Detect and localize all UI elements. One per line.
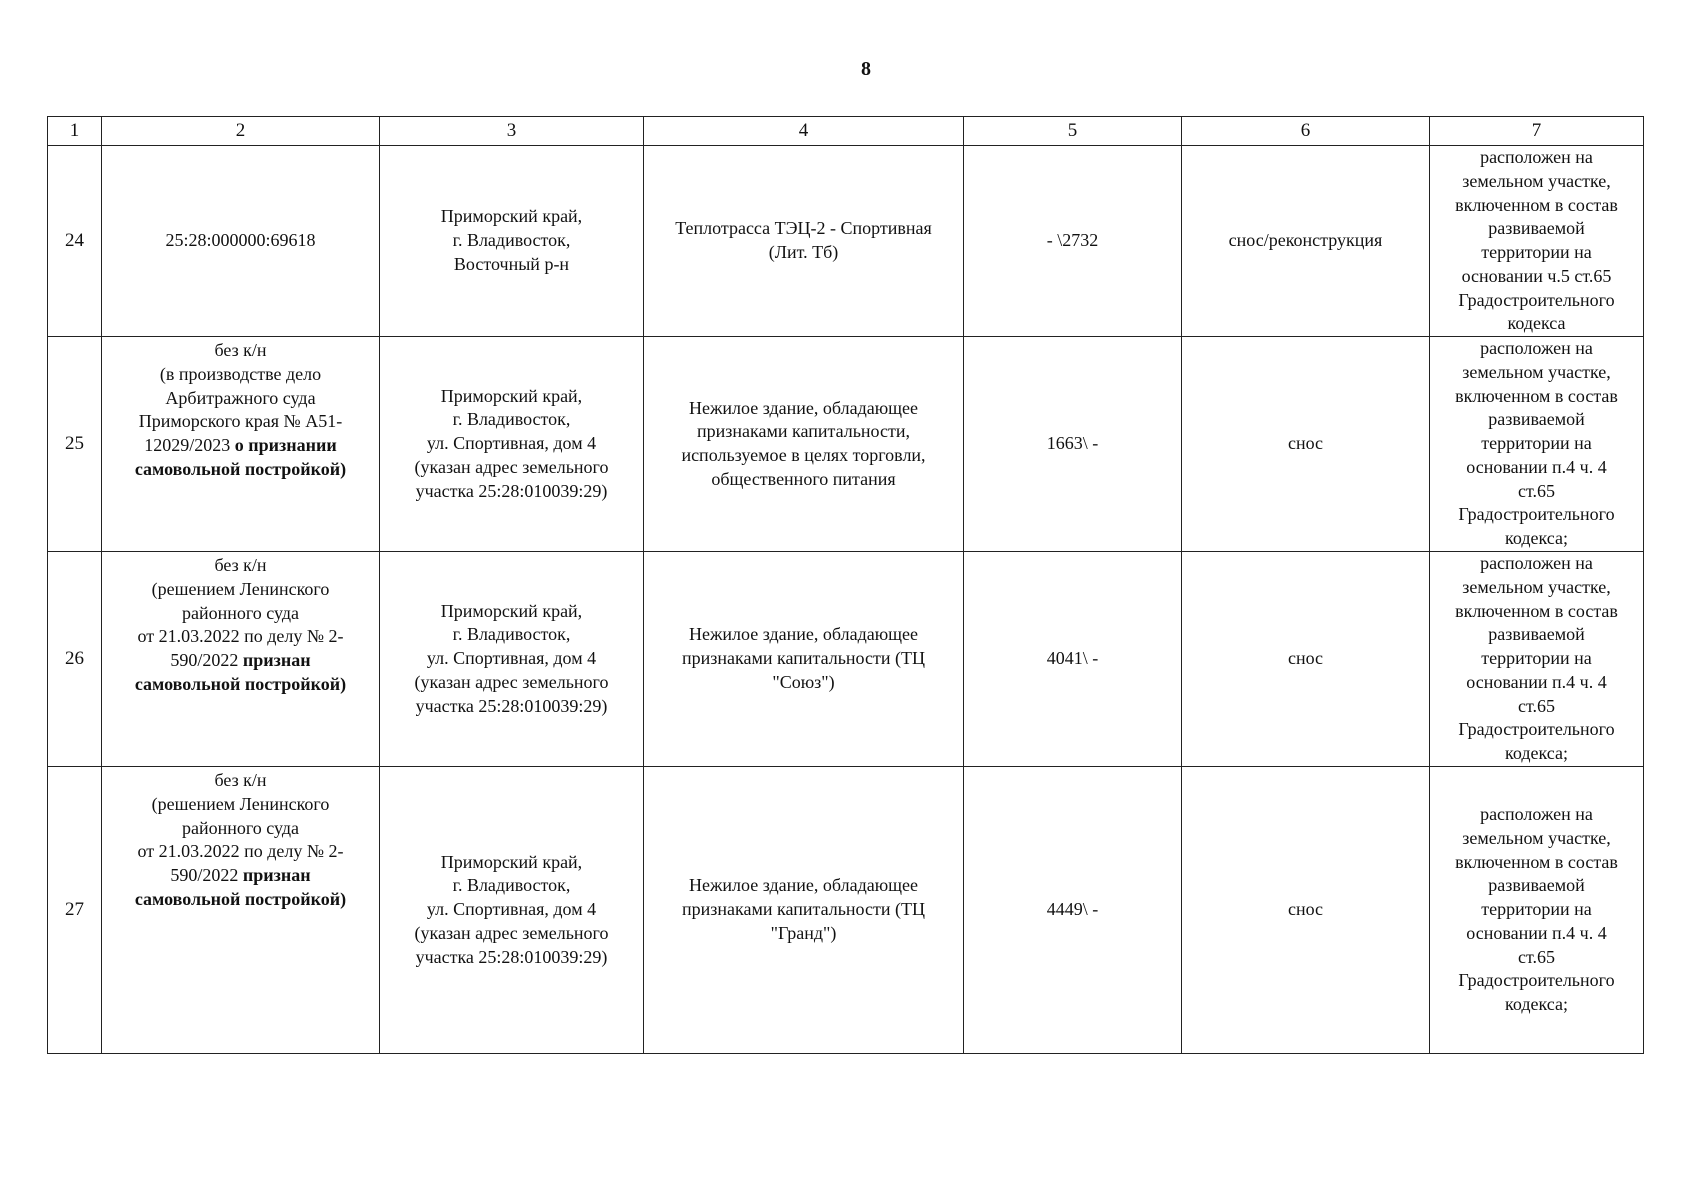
area-cell: 1663\ - — [964, 337, 1182, 552]
cell-line: кодекса; — [1505, 994, 1568, 1015]
cell-line: ул. Спортивная, дом 4 — [426, 899, 597, 920]
cell-line: Приморского края № А51- — [138, 411, 343, 432]
table-row — [48, 337, 1644, 552]
cell-line: 25:28:000000:69618 — [165, 230, 316, 251]
object-name-cell — [644, 767, 964, 1054]
cell-line: расположен на — [1480, 338, 1593, 359]
cell-line: территории на — [1481, 899, 1592, 920]
cell-line: районного суда — [181, 817, 300, 838]
table-header-row — [48, 117, 1644, 146]
cell-line: Градостроительного — [1458, 719, 1615, 740]
object-name-cell — [644, 552, 964, 767]
cell-line: Нежилое здание, обладающее — [688, 397, 919, 418]
address-cell — [380, 337, 644, 552]
action-cell: снос — [1182, 767, 1430, 1054]
row-number: 24 — [48, 146, 102, 337]
cell-line: кодекса; — [1505, 743, 1568, 764]
bold-phrase: о признании — [234, 435, 337, 455]
cell-line: "Гранд") — [770, 922, 837, 943]
cell-line: основании п.4 ч. 4 — [1466, 922, 1607, 943]
cell-line: районного суда — [181, 602, 300, 623]
cell-line-bold: самовольной постройкой) — [134, 673, 347, 694]
page-number: 8 — [861, 58, 871, 80]
action-cell: снос — [1182, 552, 1430, 767]
cell-line: 590/2022 признан — [170, 650, 311, 670]
table-row — [48, 552, 1644, 767]
cadastral-number-cell — [102, 337, 380, 552]
cell-line: ул. Спортивная, дом 4 — [426, 648, 597, 669]
cell-line: признаками капитальности, — [697, 421, 910, 442]
row-number: 26 — [48, 552, 102, 767]
cell-line: (указан адрес земельного — [414, 922, 609, 943]
cell-line: без к/н — [214, 770, 267, 790]
cell-line: развиваемой — [1488, 409, 1585, 430]
cell-line: расположен на — [1480, 804, 1593, 825]
cell-line: (решением Ленинского — [151, 793, 330, 814]
cell-line: земельном участке, — [1462, 827, 1611, 848]
cell-line: включенном в состав — [1455, 194, 1618, 215]
cell-line: Теплотрасса ТЭЦ-2 - Спортивная — [675, 218, 932, 239]
bold-phrase: признан — [242, 650, 311, 670]
cell-line: основании п.4 ч. 4 — [1466, 671, 1607, 692]
cell-line: г. Владивосток, — [452, 875, 571, 896]
object-name-cell — [644, 146, 964, 337]
cell-line: Приморский край, — [440, 851, 583, 872]
row-number: 27 — [48, 767, 102, 1054]
cell-line: Нежилое здание, обладающее — [688, 875, 919, 896]
cell-line: участка 25:28:010039:29) — [415, 480, 608, 501]
row-number: 25 — [48, 337, 102, 552]
table-row — [48, 146, 1644, 337]
area-cell: - \2732 — [964, 146, 1182, 337]
cell-line: кодекса — [1507, 313, 1566, 334]
cell-line-bold: самовольной постройкой) — [134, 458, 347, 479]
address-cell — [380, 552, 644, 767]
cell-line: без к/н — [214, 555, 267, 575]
cadastral-number-cell — [102, 552, 380, 767]
cell-line: Приморский край, — [440, 206, 583, 227]
cell-line: (в производстве дело — [159, 363, 322, 384]
cell-line: территории на — [1481, 242, 1592, 262]
cell-line: ст.65 — [1517, 480, 1555, 501]
objects-table — [47, 116, 1644, 1054]
header-cell-6: 6 — [1182, 117, 1430, 146]
cell-line: земельном участке, — [1462, 361, 1611, 382]
cell-line: территории на — [1481, 433, 1592, 454]
cell-line: включенном в состав — [1455, 600, 1618, 621]
cell-line: общественного питания — [711, 468, 896, 489]
address-cell — [380, 767, 644, 1054]
cell-line: (указан адрес земельного — [414, 456, 609, 477]
cell-line: ст.65 — [1517, 946, 1555, 967]
table-row — [48, 767, 1644, 1054]
cell-line-bold: самовольной постройкой) — [134, 888, 347, 909]
basis-cell — [1430, 767, 1644, 1054]
basis-cell — [1430, 146, 1644, 337]
action-cell: снос/реконструкция — [1182, 146, 1430, 337]
cell-line: Градостроительного — [1458, 970, 1615, 991]
cell-line: Градостроительного — [1458, 289, 1615, 310]
cell-line: (решением Ленинского — [151, 578, 330, 599]
cell-line: расположен на — [1480, 553, 1593, 574]
cadastral-number-cell — [102, 146, 380, 337]
cell-line: от 21.03.2022 по делу № 2- — [137, 841, 344, 862]
cell-line: развиваемой — [1488, 624, 1585, 645]
basis-cell — [1430, 552, 1644, 767]
cell-line: ст.65 — [1517, 695, 1555, 716]
header-cell-7: 7 — [1430, 117, 1644, 146]
cell-line: ул. Спортивная, дом 4 — [426, 433, 597, 454]
header-cell-5: 5 — [964, 117, 1182, 146]
cell-line: Восточный р-н — [453, 253, 570, 274]
area-cell: 4041\ - — [964, 552, 1182, 767]
cell-line: признаками капитальности (ТЦ — [682, 899, 925, 920]
cell-line: участка 25:28:010039:29) — [415, 695, 608, 716]
cell-line: 12029/2023 о признании — [144, 435, 337, 455]
cell-line: Градостроительного — [1458, 504, 1615, 525]
cell-line: территории на — [1481, 648, 1592, 669]
cell-line: развиваемой — [1488, 218, 1585, 239]
cell-line: г. Владивосток, — [452, 624, 571, 645]
cell-line: земельном участке, — [1462, 576, 1611, 597]
header-cell-2: 2 — [102, 117, 380, 146]
cell-line: используемое в целях торговли, — [681, 445, 926, 465]
cell-line: включенном в состав — [1455, 851, 1618, 872]
object-name-cell — [644, 337, 964, 552]
cell-line: Приморский край, — [440, 600, 583, 621]
cadastral-number-cell — [102, 767, 380, 1054]
cell-line: Нежилое здание, обладающее — [688, 624, 919, 645]
action-cell: снос — [1182, 337, 1430, 552]
cell-line: Арбитражного суда — [165, 387, 316, 408]
cell-line: (указан адрес земельного — [414, 671, 609, 692]
cell-line: 590/2022 признан — [170, 865, 311, 885]
cell-line: кодекса; — [1505, 528, 1568, 549]
cell-line: включенном в состав — [1455, 385, 1618, 406]
header-cell-3: 3 — [380, 117, 644, 146]
cell-line: развиваемой — [1488, 875, 1585, 896]
basis-cell — [1430, 337, 1644, 552]
cell-line: от 21.03.2022 по делу № 2- — [137, 626, 344, 647]
cell-line: (Лит. Тб) — [768, 242, 839, 262]
header-cell-4: 4 — [644, 117, 964, 146]
cell-line: г. Владивосток, — [452, 230, 571, 251]
header-cell-1: 1 — [48, 117, 102, 146]
cell-line: г. Владивосток, — [452, 409, 571, 430]
cell-line: участка 25:28:010039:29) — [415, 946, 608, 967]
cell-line: признаками капитальности (ТЦ — [682, 648, 925, 669]
address-cell — [380, 146, 644, 337]
cell-line: Приморский край, — [440, 385, 583, 406]
area-cell: 4449\ - — [964, 767, 1182, 1054]
cell-line: основании ч.5 ст.65 — [1461, 265, 1612, 286]
cell-line: без к/н — [214, 340, 267, 360]
cell-line: "Союз") — [772, 671, 835, 692]
cell-line: основании п.4 ч. 4 — [1466, 456, 1607, 477]
cell-line: земельном участке, — [1462, 170, 1611, 191]
bold-phrase: признан — [242, 865, 311, 885]
cell-line: расположен на — [1480, 147, 1593, 167]
